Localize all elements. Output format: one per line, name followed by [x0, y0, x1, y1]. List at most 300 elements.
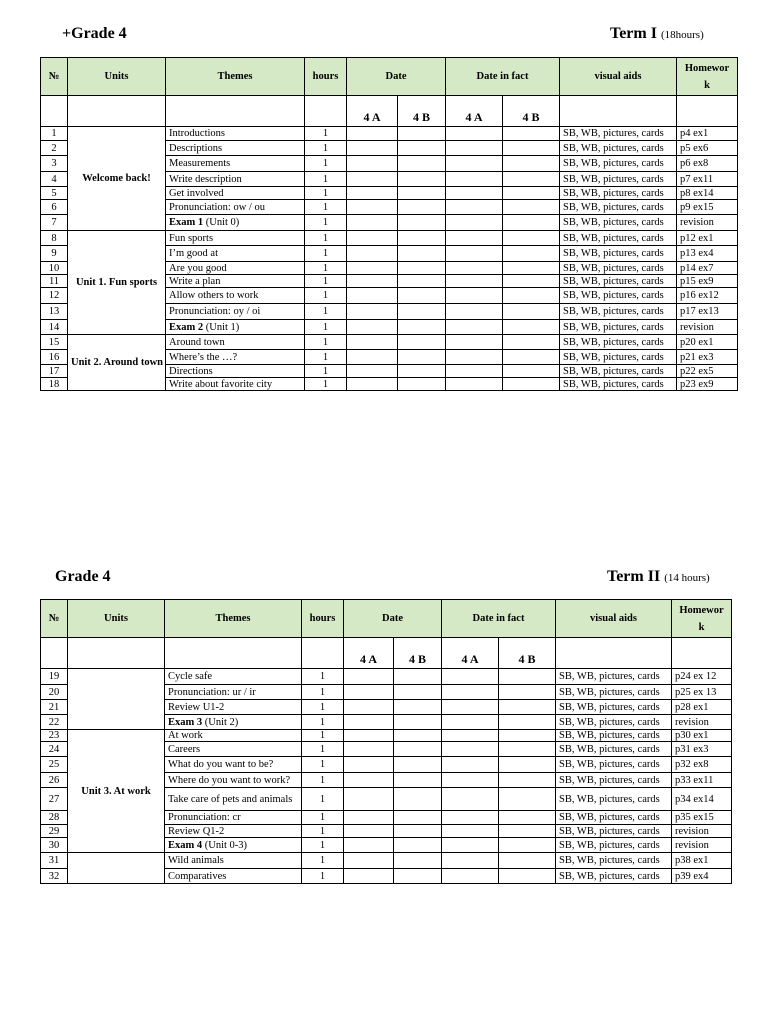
lesson-theme: [165, 853, 302, 869]
term-title: Term I: [610, 25, 657, 42]
lesson-theme: [165, 825, 302, 838]
subheader-empty-cell: [677, 96, 738, 127]
date-cell[interactable]: [499, 669, 556, 685]
date-cell[interactable]: [499, 838, 556, 853]
lesson-number: 3: [41, 156, 68, 172]
header-hours: hours: [302, 600, 344, 638]
lesson-hours: 1: [302, 700, 344, 715]
lesson-row: [41, 853, 732, 869]
lesson-theme: [166, 350, 305, 365]
date-cell[interactable]: [344, 700, 394, 715]
date-cell[interactable]: [446, 141, 503, 156]
date-cell[interactable]: [347, 127, 398, 141]
homework: p15 ex9: [677, 275, 738, 288]
homework: p7 ex11: [677, 172, 738, 187]
date-cell[interactable]: [347, 335, 398, 350]
date-cell[interactable]: [347, 187, 398, 200]
lesson-row: [41, 335, 738, 350]
lesson-hours: 1: [302, 757, 344, 773]
date-cell[interactable]: [344, 669, 394, 685]
theme-text: At work: [168, 730, 203, 741]
lesson-row: [41, 231, 738, 246]
date-cell[interactable]: [499, 730, 556, 742]
lesson-theme: [166, 231, 305, 246]
lesson-number: 24: [41, 742, 68, 757]
lesson-number: 28: [41, 811, 68, 825]
lesson-theme: [166, 156, 305, 172]
class-label: 4 A: [347, 96, 398, 127]
date-cell[interactable]: [344, 757, 394, 773]
unit-name: Unit 1. Fun sports: [68, 231, 166, 335]
class-label: 4 B: [499, 638, 556, 669]
lesson-number: 18: [41, 378, 68, 391]
date-cell[interactable]: [394, 869, 442, 884]
header-date-in-fact: Date in fact: [446, 58, 560, 96]
theme-text: Descriptions: [169, 142, 223, 154]
date-cell[interactable]: [446, 215, 503, 231]
lesson-hours: 1: [305, 350, 347, 365]
date-cell[interactable]: [344, 825, 394, 838]
lesson-theme: [166, 215, 305, 231]
header-num: №: [41, 600, 68, 638]
theme-text: What do you want to be?: [168, 759, 274, 770]
date-cell[interactable]: [344, 685, 394, 700]
lesson-theme: [165, 838, 302, 853]
visual-aids: SB, WB, pictures, cards: [560, 275, 677, 288]
date-cell[interactable]: [442, 715, 499, 730]
date-cell[interactable]: [503, 378, 560, 391]
lesson-theme: [166, 335, 305, 350]
date-cell[interactable]: [442, 742, 499, 757]
date-cell[interactable]: [499, 773, 556, 788]
theme-text: Write a plan: [169, 275, 221, 287]
date-cell[interactable]: [347, 141, 398, 156]
date-cell[interactable]: [499, 742, 556, 757]
date-cell[interactable]: [446, 172, 503, 187]
date-cell[interactable]: [394, 757, 442, 773]
date-cell[interactable]: [499, 853, 556, 869]
date-cell[interactable]: [398, 141, 446, 156]
date-cell[interactable]: [347, 246, 398, 262]
theme-text: (Unit 0): [203, 217, 240, 228]
class-label: 4 B: [394, 638, 442, 669]
date-cell[interactable]: [394, 838, 442, 853]
homework: p17 ex13: [677, 304, 738, 320]
date-cell[interactable]: [503, 156, 560, 172]
lesson-number: 13: [41, 304, 68, 320]
date-cell[interactable]: [499, 685, 556, 700]
lesson-hours: 1: [305, 156, 347, 172]
date-cell[interactable]: [398, 262, 446, 275]
date-cell[interactable]: [446, 365, 503, 378]
date-cell[interactable]: [503, 200, 560, 215]
lesson-number: 14: [41, 320, 68, 335]
lesson-theme: [166, 262, 305, 275]
date-cell[interactable]: [344, 869, 394, 884]
homework: p23 ex9: [677, 378, 738, 391]
homework: revision: [672, 825, 732, 838]
date-cell[interactable]: [398, 215, 446, 231]
date-cell[interactable]: [499, 825, 556, 838]
date-cell[interactable]: [344, 715, 394, 730]
date-cell[interactable]: [442, 773, 499, 788]
date-cell[interactable]: [394, 788, 442, 811]
date-cell[interactable]: [344, 838, 394, 853]
lesson-theme: [166, 275, 305, 288]
date-cell[interactable]: [442, 685, 499, 700]
date-cell[interactable]: [446, 288, 503, 304]
lesson-theme: [165, 730, 302, 742]
exam-label: Exam 1: [169, 217, 204, 228]
visual-aids: SB, WB, pictures, cards: [560, 350, 677, 365]
date-cell[interactable]: [446, 127, 503, 141]
lesson-theme: [165, 700, 302, 715]
exam-label: Exam 2: [169, 321, 204, 333]
date-cell[interactable]: [394, 811, 442, 825]
theme-text: Around town: [169, 336, 225, 348]
subheader-empty-cell: [166, 96, 305, 127]
date-cell[interactable]: [347, 350, 398, 365]
lesson-hours: 1: [302, 853, 344, 869]
header-homework-line2: k: [698, 621, 705, 633]
homework: p14 ex7: [677, 262, 738, 275]
unit-name: [68, 853, 165, 884]
header-num: №: [41, 58, 68, 96]
lesson-hours: 1: [302, 742, 344, 757]
lesson-number: 25: [41, 757, 68, 773]
date-cell[interactable]: [446, 200, 503, 215]
lesson-number: 15: [41, 335, 68, 350]
date-cell[interactable]: [398, 156, 446, 172]
date-cell[interactable]: [398, 275, 446, 288]
date-cell[interactable]: [398, 200, 446, 215]
theme-text: Cycle safe: [168, 671, 213, 682]
date-cell[interactable]: [398, 172, 446, 187]
visual-aids: SB, WB, pictures, cards: [556, 811, 672, 825]
header-homework: [677, 58, 738, 96]
date-cell[interactable]: [398, 246, 446, 262]
lesson-row: [41, 127, 738, 141]
theme-text: Get involved: [169, 187, 224, 199]
date-cell[interactable]: [499, 788, 556, 811]
lesson-number: 2: [41, 141, 68, 156]
date-cell[interactable]: [499, 715, 556, 730]
date-cell[interactable]: [446, 231, 503, 246]
date-cell[interactable]: [446, 320, 503, 335]
date-cell[interactable]: [446, 156, 503, 172]
date-cell[interactable]: [446, 304, 503, 320]
theme-text: Write description: [169, 173, 242, 185]
date-cell[interactable]: [344, 811, 394, 825]
lesson-number: 17: [41, 365, 68, 378]
date-cell[interactable]: [398, 288, 446, 304]
date-cell[interactable]: [398, 187, 446, 200]
date-cell[interactable]: [344, 853, 394, 869]
visual-aids: SB, WB, pictures, cards: [556, 757, 672, 773]
date-cell[interactable]: [446, 378, 503, 391]
subheader-empty-cell: [68, 638, 165, 669]
visual-aids: SB, WB, pictures, cards: [560, 156, 677, 172]
date-cell[interactable]: [503, 141, 560, 156]
date-cell[interactable]: [442, 811, 499, 825]
theme-text: Allow others to work: [169, 290, 259, 301]
date-cell[interactable]: [347, 288, 398, 304]
visual-aids: SB, WB, pictures, cards: [556, 825, 672, 838]
homework: p8 ex14: [677, 187, 738, 200]
lesson-hours: 1: [302, 869, 344, 884]
date-cell[interactable]: [344, 742, 394, 757]
term-heading-term2: [607, 567, 710, 588]
homework: p34 ex14: [672, 788, 732, 811]
exam-label: Exam 4: [168, 839, 203, 851]
date-cell[interactable]: [394, 700, 442, 715]
date-cell[interactable]: [398, 350, 446, 365]
date-cell[interactable]: [398, 304, 446, 320]
theme-text: Introductions: [169, 128, 225, 139]
lesson-number: 19: [41, 669, 68, 685]
date-cell[interactable]: [503, 231, 560, 246]
homework: p16 ex12: [677, 288, 738, 304]
visual-aids: SB, WB, pictures, cards: [556, 685, 672, 700]
date-cell[interactable]: [503, 335, 560, 350]
date-cell[interactable]: [442, 788, 499, 811]
date-cell[interactable]: [442, 869, 499, 884]
class-label: 4 A: [442, 638, 499, 669]
header-visual-aids: visual aids: [560, 58, 677, 96]
date-cell[interactable]: [442, 730, 499, 742]
visual-aids: SB, WB, pictures, cards: [560, 262, 677, 275]
theme-text: Fun sports: [169, 232, 214, 244]
theme-text: Careers: [168, 743, 201, 755]
lesson-theme: [166, 365, 305, 378]
lesson-hours: 1: [305, 200, 347, 215]
visual-aids: SB, WB, pictures, cards: [556, 853, 672, 869]
date-cell[interactable]: [347, 215, 398, 231]
subheader-empty-cell: [165, 638, 302, 669]
theme-text: Measurements: [169, 158, 231, 169]
date-cell[interactable]: [394, 715, 442, 730]
lesson-hours: 1: [302, 811, 344, 825]
date-cell[interactable]: [442, 853, 499, 869]
lesson-number: 7: [41, 215, 68, 231]
unit-name: Unit 3. At work: [68, 730, 165, 853]
header-themes: Themes: [166, 58, 305, 96]
header-hours: hours: [305, 58, 347, 96]
theme-text: Pronunciation: oy / oi: [169, 306, 261, 317]
date-cell[interactable]: [442, 825, 499, 838]
date-cell[interactable]: [398, 320, 446, 335]
date-cell[interactable]: [503, 304, 560, 320]
lesson-hours: 1: [305, 231, 347, 246]
homework: p38 ex1: [672, 853, 732, 869]
subheader-empty-cell: [68, 96, 166, 127]
theme-text: I’m good at: [169, 248, 218, 259]
header-homework-line1: Homewor: [679, 604, 724, 616]
date-cell[interactable]: [442, 757, 499, 773]
homework: p35 ex15: [672, 811, 732, 825]
visual-aids: SB, WB, pictures, cards: [560, 215, 677, 231]
lesson-number: 6: [41, 200, 68, 215]
date-cell[interactable]: [503, 172, 560, 187]
visual-aids: SB, WB, pictures, cards: [556, 869, 672, 884]
date-cell[interactable]: [499, 700, 556, 715]
date-cell[interactable]: [347, 156, 398, 172]
visual-aids: SB, WB, pictures, cards: [560, 320, 677, 335]
lesson-plan-table-term1: [40, 57, 738, 391]
date-cell[interactable]: [347, 231, 398, 246]
date-cell[interactable]: [394, 853, 442, 869]
date-cell[interactable]: [442, 669, 499, 685]
date-cell[interactable]: [503, 127, 560, 141]
theme-text: Review Q1-2: [168, 825, 225, 837]
date-cell[interactable]: [347, 262, 398, 275]
header-date-in-fact: Date in fact: [442, 600, 556, 638]
date-cell[interactable]: [394, 730, 442, 742]
date-cell[interactable]: [344, 730, 394, 742]
date-cell[interactable]: [499, 869, 556, 884]
date-cell[interactable]: [446, 246, 503, 262]
date-cell[interactable]: [503, 350, 560, 365]
date-cell[interactable]: [499, 811, 556, 825]
subheader-empty-cell: [302, 638, 344, 669]
date-cell[interactable]: [503, 275, 560, 288]
date-cell[interactable]: [442, 700, 499, 715]
date-cell[interactable]: [503, 320, 560, 335]
header-visual-aids: visual aids: [556, 600, 672, 638]
date-cell[interactable]: [503, 187, 560, 200]
lesson-hours: 1: [305, 246, 347, 262]
theme-text: Review U1-2: [168, 701, 225, 713]
date-cell[interactable]: [446, 335, 503, 350]
lesson-hours: 1: [302, 685, 344, 700]
lesson-number: 4: [41, 172, 68, 187]
header-date: Date: [347, 58, 446, 96]
lesson-theme: [166, 187, 305, 200]
lesson-theme: [165, 773, 302, 788]
date-cell[interactable]: [394, 742, 442, 757]
lesson-hours: 1: [302, 730, 344, 742]
homework: p24 ex 12: [672, 669, 732, 685]
lesson-theme: [165, 742, 302, 757]
lesson-hours: 1: [305, 141, 347, 156]
class-subheader-row: [41, 638, 732, 669]
date-cell[interactable]: [398, 127, 446, 141]
theme-text: Comparatives: [168, 870, 227, 882]
date-cell[interactable]: [394, 685, 442, 700]
date-cell[interactable]: [347, 200, 398, 215]
subheader-empty-cell: [305, 96, 347, 127]
header-units: Units: [68, 600, 165, 638]
lesson-theme: [165, 869, 302, 884]
date-cell[interactable]: [446, 275, 503, 288]
lesson-number: 30: [41, 838, 68, 853]
date-cell[interactable]: [503, 365, 560, 378]
date-cell[interactable]: [347, 304, 398, 320]
visual-aids: SB, WB, pictures, cards: [556, 730, 672, 742]
lesson-number: 12: [41, 288, 68, 304]
homework: p21 ex3: [677, 350, 738, 365]
term-title: Term II: [607, 568, 661, 585]
visual-aids: SB, WB, pictures, cards: [556, 715, 672, 730]
date-cell[interactable]: [347, 378, 398, 391]
header-units: Units: [68, 58, 166, 96]
visual-aids: SB, WB, pictures, cards: [560, 231, 677, 246]
date-cell[interactable]: [344, 788, 394, 811]
homework: p31 ex3: [672, 742, 732, 757]
date-cell[interactable]: [503, 262, 560, 275]
date-cell[interactable]: [446, 350, 503, 365]
theme-text: Wild animals: [168, 855, 224, 866]
lesson-hours: 1: [305, 172, 347, 187]
theme-text: Pronunciation: ow / ou: [169, 201, 265, 213]
visual-aids: SB, WB, pictures, cards: [560, 187, 677, 200]
date-cell[interactable]: [398, 365, 446, 378]
theme-text: Are you good: [169, 262, 227, 274]
visual-aids: SB, WB, pictures, cards: [560, 335, 677, 350]
date-cell[interactable]: [394, 825, 442, 838]
lesson-theme: [165, 811, 302, 825]
date-cell[interactable]: [344, 773, 394, 788]
grade-heading-term2: Grade 4: [55, 568, 111, 585]
header-themes: Themes: [165, 600, 302, 638]
lesson-hours: 1: [305, 378, 347, 391]
lesson-number: 26: [41, 773, 68, 788]
homework: p12 ex1: [677, 231, 738, 246]
date-cell[interactable]: [398, 335, 446, 350]
date-cell[interactable]: [398, 378, 446, 391]
lesson-number: 11: [41, 275, 68, 288]
homework: p30 ex1: [672, 730, 732, 742]
homework: p22 ex5: [677, 365, 738, 378]
date-cell[interactable]: [446, 187, 503, 200]
lesson-hours: 1: [305, 304, 347, 320]
lesson-number: 9: [41, 246, 68, 262]
date-cell[interactable]: [503, 288, 560, 304]
date-cell[interactable]: [347, 172, 398, 187]
lesson-theme: [165, 788, 302, 811]
date-cell[interactable]: [442, 838, 499, 853]
date-cell[interactable]: [503, 215, 560, 231]
date-cell[interactable]: [446, 262, 503, 275]
date-cell[interactable]: [347, 320, 398, 335]
class-label: 4 A: [446, 96, 503, 127]
homework: p4 ex1: [677, 127, 738, 141]
date-cell[interactable]: [503, 246, 560, 262]
date-cell[interactable]: [499, 757, 556, 773]
lesson-row: [41, 669, 732, 685]
date-cell[interactable]: [347, 275, 398, 288]
visual-aids: SB, WB, pictures, cards: [560, 365, 677, 378]
theme-text: (Unit 2): [202, 716, 239, 728]
homework: revision: [672, 838, 732, 853]
visual-aids: SB, WB, pictures, cards: [560, 378, 677, 391]
date-cell[interactable]: [347, 365, 398, 378]
lesson-hours: 1: [305, 262, 347, 275]
lesson-hours: 1: [302, 715, 344, 730]
visual-aids: SB, WB, pictures, cards: [560, 288, 677, 304]
lesson-number: 8: [41, 231, 68, 246]
visual-aids: SB, WB, pictures, cards: [560, 246, 677, 262]
exam-label: Exam 3: [168, 716, 203, 728]
lesson-number: 27: [41, 788, 68, 811]
lesson-hours: 1: [305, 187, 347, 200]
date-cell[interactable]: [398, 231, 446, 246]
lesson-number: 5: [41, 187, 68, 200]
date-cell[interactable]: [394, 669, 442, 685]
date-cell[interactable]: [394, 773, 442, 788]
homework: p20 ex1: [677, 335, 738, 350]
homework: revision: [677, 215, 738, 231]
